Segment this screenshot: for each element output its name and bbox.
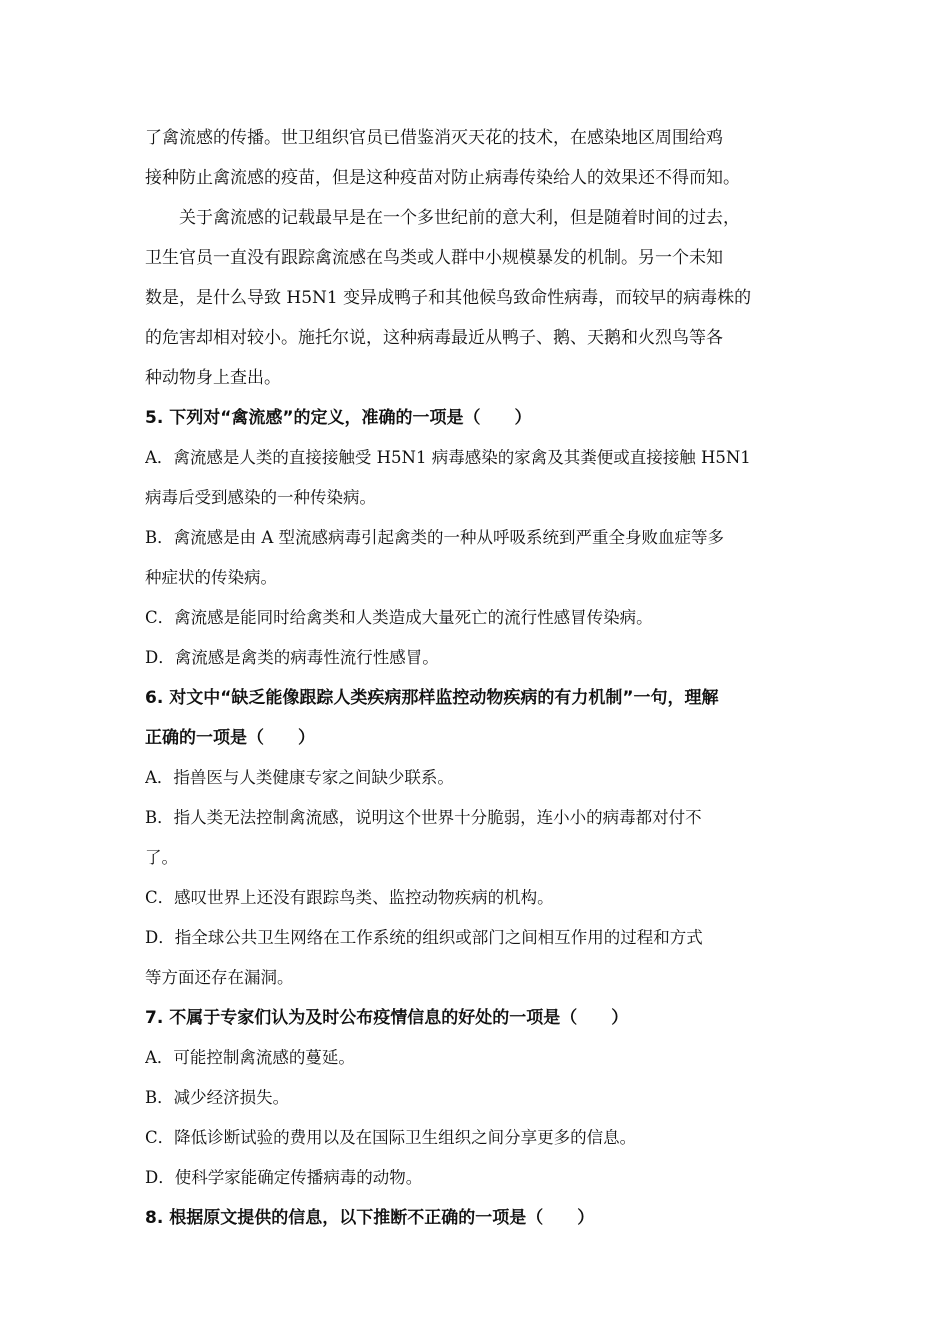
question-8 (145, 1198, 825, 1238)
question-6 (145, 678, 825, 998)
option-line: D．指全球公共卫生网络在工作系统的组织或部门之间相互作用的过程和方式 (145, 928, 703, 947)
option-line: 种症状的传染病。 (145, 568, 277, 587)
passage-line: 数是，是什么导致 H5N1 变异成鸭子和其他候鸟致命性病毒，而较早的病毒株的 (145, 288, 752, 308)
question-stem: 7. 不属于专家们认为及时公布疫情信息的好处的一项是（ ） (145, 1008, 629, 1028)
document-body (145, 118, 825, 1238)
passage-line: 了禽流感的传播。世卫组织官员已借鉴消灭天花的技术，在感染地区周围给鸡 (145, 128, 723, 148)
option-line: 等方面还存在漏洞。 (145, 968, 294, 987)
question-stem: 5. 下列对“禽流感”的定义，准确的一项是（ ） (145, 408, 532, 428)
option-line: B．指人类无法控制禽流感，说明这个世界十分脆弱，连小小的病毒都对付不 (145, 808, 702, 827)
option-c: C．禽流感是能同时给禽类和人类造成大量死亡的流行性感冒传染病。 (145, 608, 653, 627)
passage-paragraph-2 (145, 198, 825, 398)
passage-line: 关于禽流感的记载最早是在一个多世纪前的意大利，但是随着时间的过去， (179, 208, 740, 228)
question-stem: 6. 对文中“缺乏能像跟踪人类疾病那样监控动物疾病的有力机制”一句，理解 (145, 688, 719, 708)
option-d: D．使科学家能确定传播病毒的动物。 (145, 1168, 423, 1187)
passage-line: 的危害却相对较小。施托尔说，这种病毒最近从鸭子、鹅、天鹅和火烈鸟等各 (145, 328, 723, 348)
option-line: B．禽流感是由 A 型流感病毒引起禽类的一种从呼吸系统到严重全身败血症等多 (145, 528, 725, 547)
option-b: B．减少经济损失。 (145, 1088, 290, 1107)
question-7 (145, 998, 825, 1198)
passage-paragraph-1 (145, 118, 825, 198)
option-b (145, 798, 825, 878)
passage-line: 种动物身上查出。 (145, 368, 281, 388)
option-d (145, 918, 825, 998)
passage-line: 接种防止禽流感的疫苗，但是这种疫苗对防止病毒传染给人的效果还不得而知。 (145, 168, 740, 188)
option-line: A．禽流感是人类的直接接触受 H5N1 病毒感染的家禽及其粪便或直接接触 H5N1 (145, 448, 751, 467)
option-c: C．感叹世界上还没有跟踪鸟类、监控动物疾病的机构。 (145, 888, 554, 907)
option-b (145, 518, 825, 598)
option-c: C．降低诊断试验的费用以及在国际卫生组织之间分享更多的信息。 (145, 1128, 637, 1147)
question-stem: 正确的一项是（ ） (145, 728, 315, 748)
option-a (145, 438, 825, 518)
question-5 (145, 398, 825, 678)
option-d: D．禽流感是禽类的病毒性流行性感冒。 (145, 648, 439, 667)
option-a: A．可能控制禽流感的蔓延。 (145, 1048, 355, 1067)
option-a: A．指兽医与人类健康专家之间缺少联系。 (145, 768, 454, 787)
question-stem: 8. 根据原文提供的信息，以下推断不正确的一项是（ ） (145, 1208, 595, 1228)
option-line: 病毒后受到感染的一种传染病。 (145, 488, 376, 507)
passage-line: 卫生官员一直没有跟踪禽流感在鸟类或人群中小规模暴发的机制。另一个未知 (145, 248, 723, 268)
option-line: 了。 (145, 848, 178, 867)
